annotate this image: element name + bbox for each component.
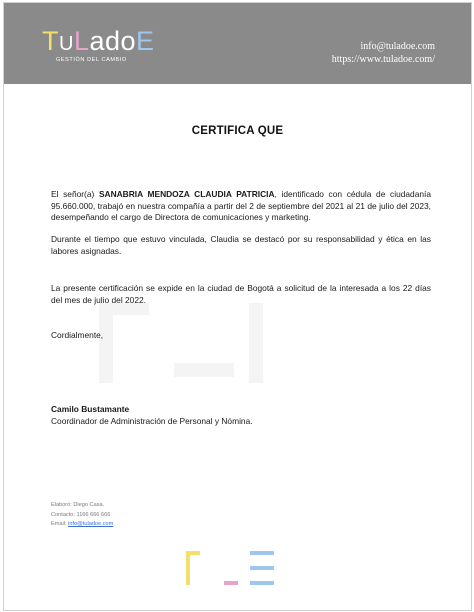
footer-email-line: Email: info@tuladoe.com (51, 521, 114, 528)
footer-info (51, 501, 113, 530)
logo-tagline: GESTIÓN DEL CAMBIO (56, 57, 127, 63)
paragraph-performance: Durante el tiempo que estuvo vinculada, Claudia se destacó por su responsabilidad y ética en las labores asignadas. (51, 234, 431, 256)
certificate-page (3, 2, 472, 611)
document-title: CERTIFICA QUE (191, 125, 284, 137)
paragraph-employment: El señor(a) SANABRIA MENDOZA CLAUDIA PATRICIA, identificado con cédula de ciudadanía 95.660.000, trabajó en nuestra compañía a partir del 2 de septiembre del 2021 al 21 de julio del 2023, desempeñando el cargo de Directora de comunicaciones y marketing. (51, 189, 431, 223)
footer-email-link[interactable]: info@tuladoe.com (68, 521, 114, 528)
prepared-by: Elaboró: Diego Casa. (51, 502, 105, 508)
closing-salutation: Cordialmente, (51, 330, 104, 340)
employee-name: SANABRIA MENDOZA CLAUDIA PATRICIA (98, 189, 275, 199)
watermark-logo (99, 303, 259, 383)
header-website[interactable]: https://www.tuladoe.com/ (331, 54, 435, 65)
signer-role: Coordinador de Administración de Personal y Nómina. (51, 415, 253, 426)
logo-wordmark: TULadoE (42, 26, 155, 56)
signer-name: Camilo Bustamante (51, 404, 130, 414)
paragraph-issuance: La presente certificación se expide en la ciudad de Bogotá a solicitud de la interesada a los 22 días del mes de julio del 2022. (51, 283, 431, 305)
signature-block (51, 404, 431, 427)
footer-logo-mark (186, 551, 276, 587)
letterhead-header (4, 3, 471, 84)
header-email[interactable]: info@tuladoe.com (360, 41, 435, 52)
company-logo (42, 27, 172, 71)
footer-contact: Contacto: 1166 666 666 (51, 511, 111, 518)
header-contact (332, 40, 435, 66)
